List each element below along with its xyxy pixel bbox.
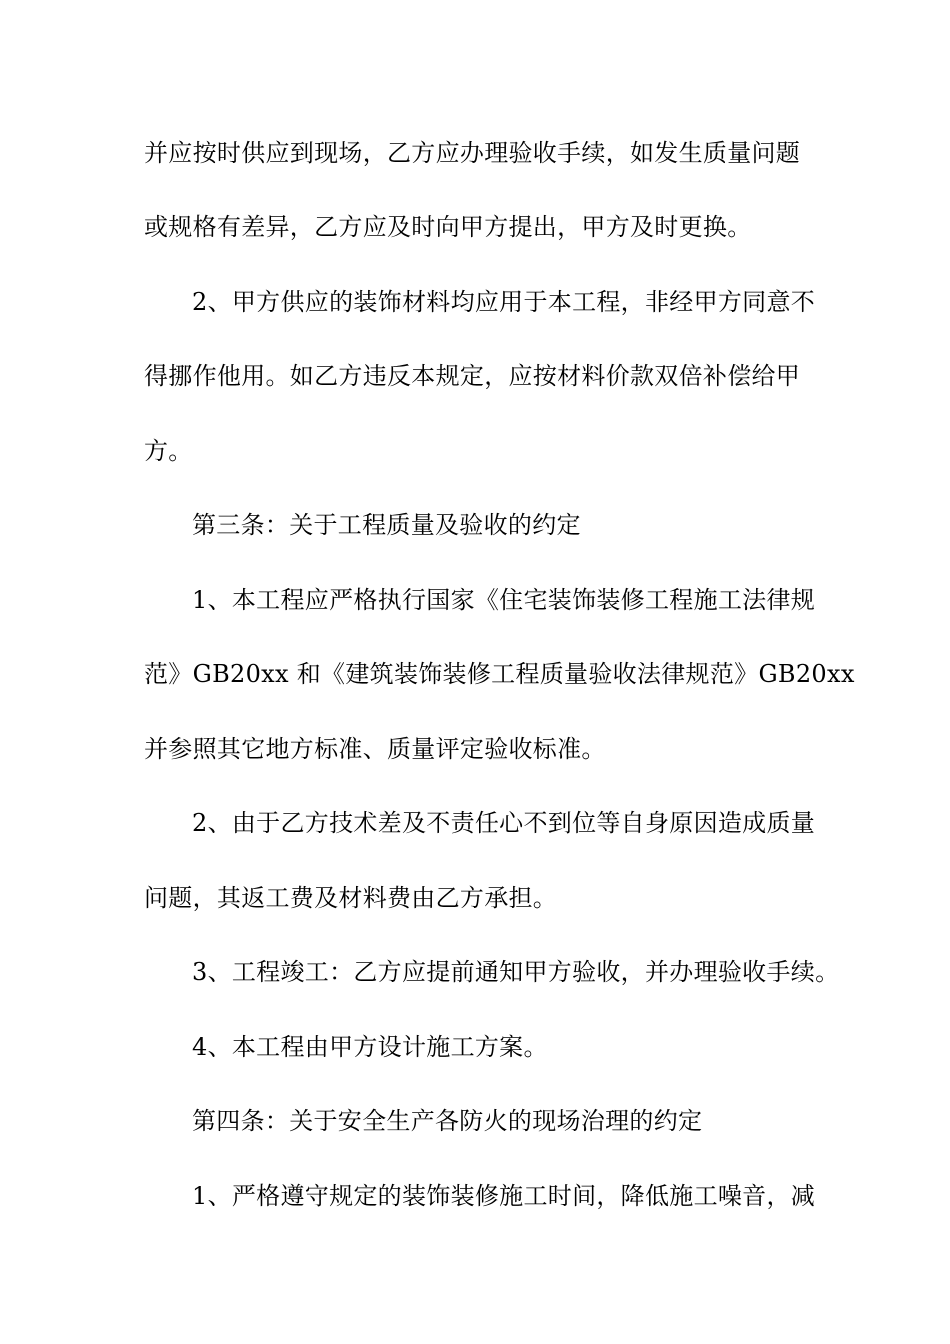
text-line: 3、工程竣工：乙方应提前通知甲方验收，并办理验收手续。	[192, 958, 840, 986]
text-line: 得挪作他用。如乙方违反本规定，应按材料价款双倍补偿给甲	[144, 362, 801, 390]
text-line: 或规格有差异，乙方应及时向甲方提出，甲方及时更换。	[144, 213, 752, 241]
text-line: 范》GB20xx 和《建筑装饰装修工程质量验收法律规范》GB20xx	[144, 660, 855, 688]
text-line: 并应按时供应到现场，乙方应办理验收手续，如发生质量问题	[144, 139, 801, 167]
text-line: 问题，其返工费及材料费由乙方承担。	[144, 884, 558, 912]
text-line: 2、甲方供应的装饰材料均应用于本工程，非经甲方同意不	[192, 288, 816, 316]
text-line: 4、本工程由甲方设计施工方案。	[192, 1033, 548, 1061]
text-line: 1、严格遵守规定的装饰装修施工时间，降低施工噪音，减	[192, 1182, 816, 1210]
text-line: 2、由于乙方技术差及不责任心不到位等自身原因造成质量	[192, 809, 816, 837]
section-heading: 第三条：关于工程质量及验收的约定	[192, 511, 581, 539]
text-line: 方。	[144, 437, 193, 465]
section-heading: 第四条：关于安全生产各防火的现场治理的约定	[192, 1107, 703, 1135]
text-line: 并参照其它地方标准、质量评定验收标准。	[144, 735, 606, 763]
text-line: 1、本工程应严格执行国家《住宅装饰装修工程施工法律规	[192, 586, 816, 614]
